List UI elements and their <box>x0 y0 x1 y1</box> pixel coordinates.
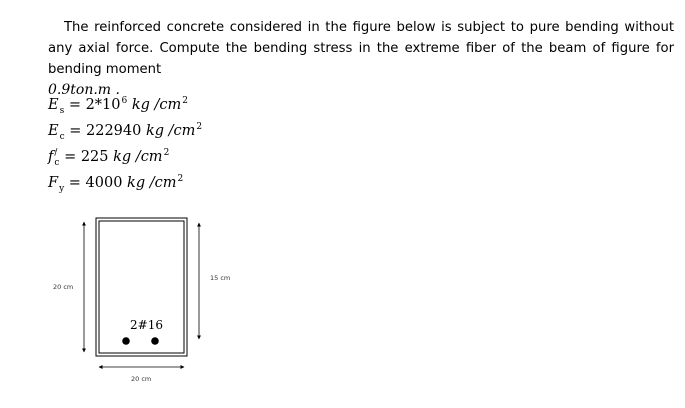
section-outline-outer <box>96 218 187 356</box>
eq-symbol: E <box>48 123 59 139</box>
right-dimension-label: 15 cm <box>210 274 231 282</box>
bending-moment-value: 0.9ton.m . <box>48 82 120 98</box>
eq-symbol: E <box>48 97 59 113</box>
eq-value: = 225 <box>64 149 109 165</box>
eq-unit: kg /cm <box>127 175 177 191</box>
eq-symbol: f <box>48 149 54 165</box>
eq-value: = 4000 <box>68 175 123 191</box>
eq-unit-exponent: 2 <box>177 174 184 184</box>
eq-value: = 2*10 <box>68 97 121 113</box>
eq-subscript: s <box>59 106 65 116</box>
eq-exponent: 6 <box>121 96 128 106</box>
eq-subscript: c <box>59 132 65 142</box>
eq-symbol: F <box>48 175 59 191</box>
bottom-dimension-label: 20 cm <box>131 375 152 383</box>
rebar-left <box>122 337 130 345</box>
eq-unit-exponent: 2 <box>196 122 203 132</box>
rebar-right <box>151 337 159 345</box>
rebar-label: 2#16 <box>130 318 163 332</box>
eq-subscript: y <box>59 184 65 194</box>
section-outline-inner <box>99 221 184 353</box>
left-dimension-label: 20 cm <box>53 283 74 291</box>
eq-subscript: c <box>54 158 60 168</box>
eq-prime: / <box>54 148 58 158</box>
eq-unit-exponent: 2 <box>182 96 189 106</box>
eq-unit: kg /cm <box>145 123 196 139</box>
eq-unit: kg /cm <box>113 149 163 165</box>
eq-value: = 222940 <box>69 123 142 139</box>
eq-unit-exponent: 2 <box>163 148 170 158</box>
eq-unit: kg /cm <box>131 97 182 113</box>
problem-text: The reinforced concrete considered in the figure below is subject to pure bending without any axial force. Compute the bending stress in the extreme fiber of the beam of figure for bending moment <box>48 20 674 77</box>
